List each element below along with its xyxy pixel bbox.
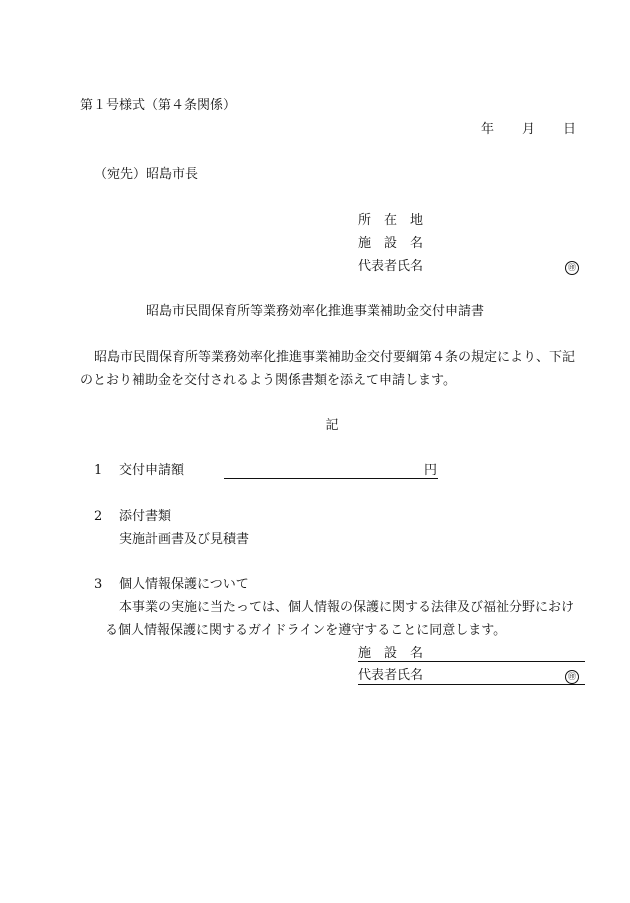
consent-facility-name-field[interactable]: [358, 661, 585, 662]
consent-representative-field[interactable]: [358, 684, 585, 685]
item-3-number: 3: [94, 577, 103, 592]
body-text-line-2: のとおり補助金を交付されるよう関係書類を添えて申請します。: [80, 373, 456, 388]
date-year-label: 年: [481, 122, 495, 137]
item-2-detail: 実施計画書及び見積書: [119, 532, 250, 547]
date-month-label: 月: [522, 122, 536, 137]
item-1-number: 1: [94, 463, 103, 478]
representative-name-label: 代表者氏名: [358, 259, 424, 274]
item-2-label: 添付書類: [119, 509, 172, 524]
item-3-text-line-2: る個人情報保護に関するガイドラインを遵守することに同意します。: [105, 623, 507, 638]
form-number: 第１号様式（第４条関係）: [80, 98, 237, 113]
item-1-label: 交付申請額: [119, 463, 185, 478]
seal-mark: ㊞: [565, 259, 579, 275]
consent-representative-label: 代表者氏名: [358, 668, 424, 683]
item-2-number: 2: [94, 509, 103, 524]
yen-unit: 円: [424, 463, 438, 478]
consent-seal-mark: ㊞: [565, 668, 579, 684]
facility-name-label: 施 設 名: [358, 236, 424, 251]
addressee: （宛先）昭島市長: [94, 167, 199, 182]
application-amount-field[interactable]: [224, 478, 438, 479]
address-label: 所 在 地: [358, 213, 424, 228]
consent-facility-name-label: 施 設 名: [358, 646, 424, 661]
document-title: 昭島市民間保育所等業務効率化推進事業補助金交付申請書: [145, 304, 484, 319]
item-3-text-line-1: 本事業の実施に当たっては、個人情報の保護に関する法律及び福祉分野におけ: [119, 600, 575, 615]
date-day-label: 日: [563, 122, 577, 137]
ki-heading: 記: [325, 418, 339, 433]
body-text-line-1: 昭島市民間保育所等業務効率化推進事業補助金交付要綱第４条の規定により、下記: [94, 350, 576, 365]
item-3-label: 個人情報保護について: [119, 577, 249, 592]
